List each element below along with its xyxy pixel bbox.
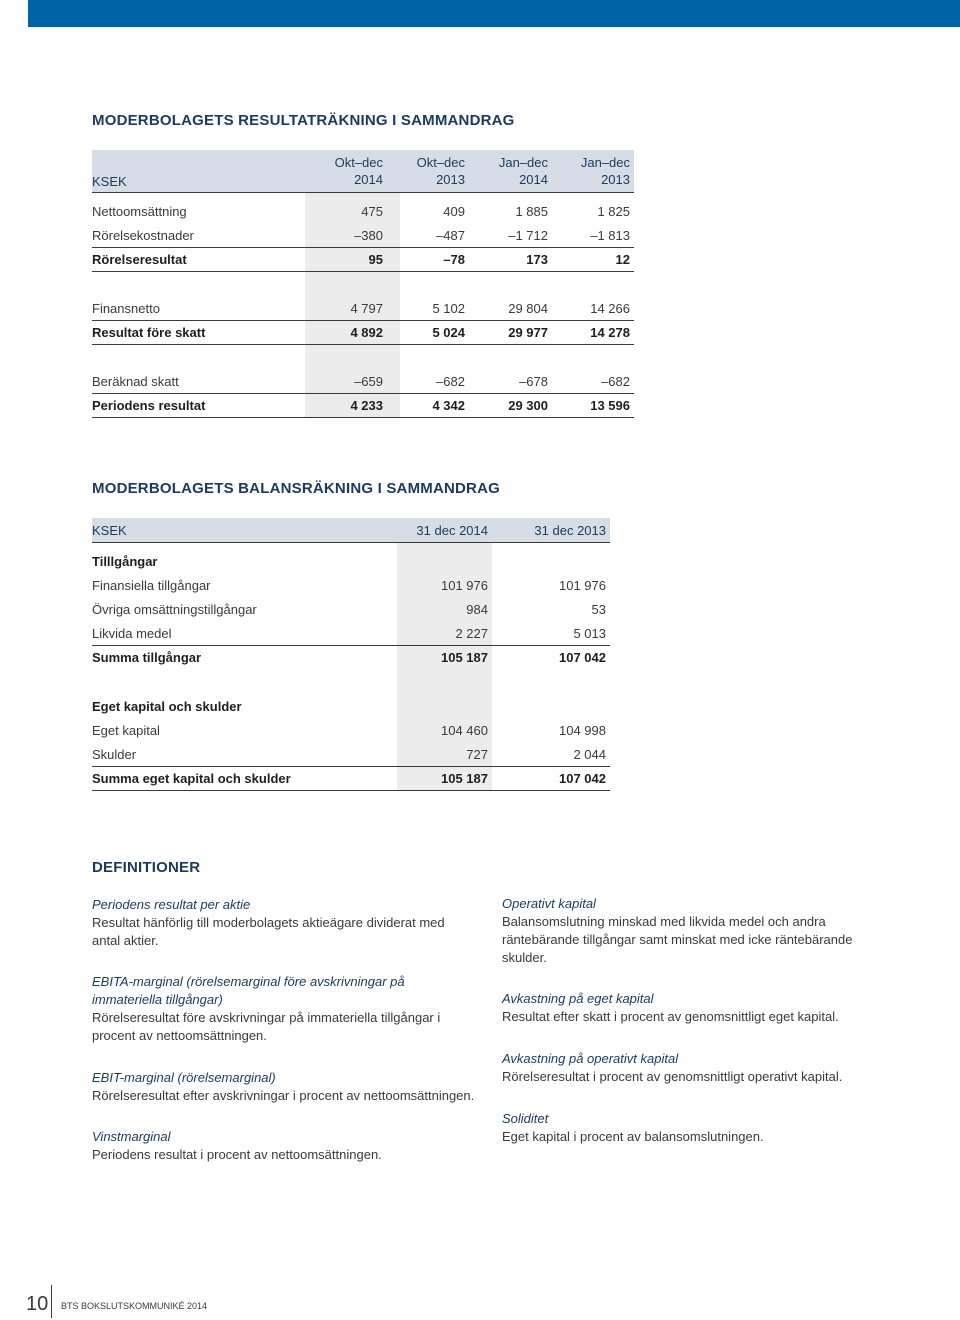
table-row: Resultat före skatt 4 892 5 024 29 977 14 278 bbox=[92, 325, 630, 340]
row-separator bbox=[92, 393, 634, 394]
column-header: 31 dec 2014 bbox=[416, 523, 488, 538]
definition-item: Soliditet Eget kapital i procent av balansomslutningen. bbox=[502, 1111, 764, 1144]
table-row: Rörelsekostnader –380 –487 –1 712 –1 813 bbox=[92, 228, 630, 243]
table-row: Periodens resultat 4 233 4 342 29 300 13 596 bbox=[92, 398, 630, 413]
table-row: Finansiella tillgångar 101 976 101 976 bbox=[92, 578, 606, 593]
table-row: Övriga omsättningstillgångar 984 53 bbox=[92, 602, 606, 617]
table-header bbox=[92, 150, 634, 192]
unit-label: KSEK bbox=[92, 174, 127, 189]
top-color-bar bbox=[28, 0, 960, 27]
definition-item: Avkastning på eget kapital Resultat efter skatt i procent av genomsnittligt eget kapital. bbox=[502, 991, 839, 1024]
definition-item: Periodens resultat per aktie Resultat hänförlig till moderbolagets aktieägare dividerat med antal aktier. bbox=[92, 897, 445, 948]
page-number: 10 bbox=[26, 1293, 49, 1315]
table-header bbox=[92, 518, 610, 542]
definition-item: Avkastning på operativt kapital Rörelseresultat i procent av genomsnittligt operativt kapital. bbox=[502, 1051, 843, 1084]
column-header: 31 dec 2013 bbox=[534, 523, 606, 538]
row-separator bbox=[92, 344, 634, 345]
balance-sheet-title: MODERBOLAGETS BALANSRÄKNING I SAMMANDRAG bbox=[92, 480, 500, 497]
header-rule bbox=[92, 192, 634, 193]
definitions-title: DEFINITIONER bbox=[92, 859, 201, 876]
income-statement-title: MODERBOLAGETS RESULTATRÄKNING I SAMMANDRAG bbox=[92, 112, 515, 129]
table-row: Likvida medel 2 227 5 013 bbox=[92, 626, 606, 641]
table-row: Rörelseresultat 95 –78 173 12 bbox=[92, 252, 630, 267]
row-separator bbox=[92, 417, 634, 418]
assets-heading: Tilllgångar bbox=[92, 554, 158, 569]
table-row: Summa eget kapital och skulder 105 187 107 042 bbox=[92, 771, 606, 786]
liabilities-heading: Eget kapital och skulder bbox=[92, 699, 242, 714]
publication-name: BTS BOKSLUTSKOMMUNIKÉ 2014 bbox=[61, 1301, 208, 1311]
table-row: Beräknad skatt –659 –682 –678 –682 bbox=[92, 374, 630, 389]
definition-item: EBITA-marginal (rörelsemarginal före avskrivningar på immateriella tillgångar) Rörelseresultat före avskrivningar på immateriella tillgångar i procent av nettoomsättningen. bbox=[92, 974, 441, 1043]
column-header: Jan–dec 2013 bbox=[580, 155, 630, 187]
definition-item: Vinstmarginal Periodens resultat i procent av nettoomsättningen. bbox=[92, 1129, 382, 1162]
table-row: Nettoomsättning 475 409 1 885 1 825 bbox=[92, 204, 630, 219]
unit-label: KSEK bbox=[92, 523, 127, 538]
column-header: Okt–dec 2014 bbox=[334, 155, 383, 187]
definition-item: EBIT-marginal (rörelsemarginal) Rörelseresultat efter avskrivningar i procent av nettoomsättningen. bbox=[92, 1070, 475, 1103]
row-separator bbox=[92, 766, 610, 767]
row-separator bbox=[92, 247, 634, 248]
row-separator bbox=[92, 790, 610, 791]
column-header: Okt–dec 2013 bbox=[416, 155, 465, 187]
table-row: Skulder 727 2 044 bbox=[92, 747, 606, 762]
row-separator bbox=[92, 645, 610, 646]
table-row: Finansnetto 4 797 5 102 29 804 14 266 bbox=[92, 301, 630, 316]
footer-divider bbox=[51, 1285, 52, 1318]
table-row: Eget kapital 104 460 104 998 bbox=[92, 723, 606, 738]
definition-item: Operativt kapital Balansomslutning minskad med likvida medel och andra räntebärande tillgångar samt minskat med icke räntebärande skulder. bbox=[502, 896, 853, 965]
row-separator bbox=[92, 320, 634, 321]
column-header: Jan–dec 2014 bbox=[498, 155, 548, 187]
row-separator bbox=[92, 271, 634, 272]
header-rule bbox=[92, 542, 610, 543]
table-row: Summa tillgångar 105 187 107 042 bbox=[92, 650, 606, 665]
